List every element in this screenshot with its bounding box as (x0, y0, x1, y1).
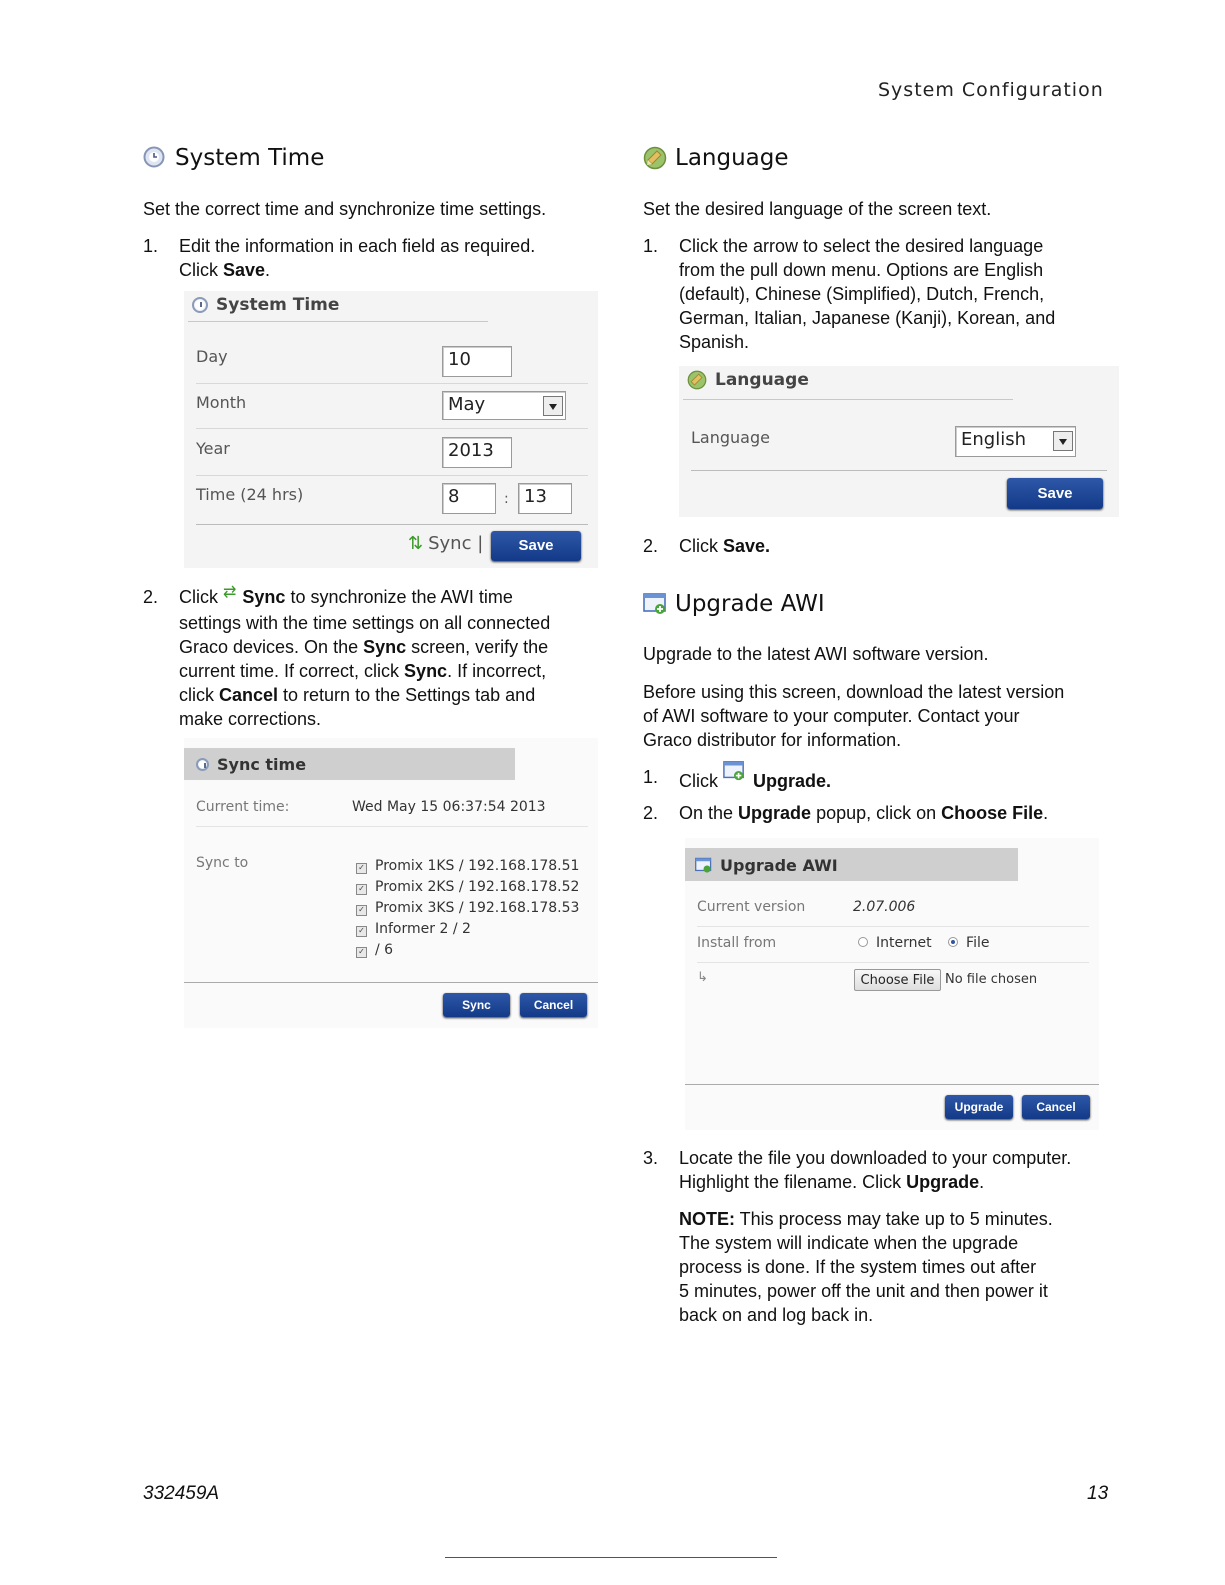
device-item[interactable] (356, 877, 579, 898)
current-version-label: Current version (697, 899, 806, 915)
clock-icon (192, 297, 208, 313)
choose-file-button[interactable]: Choose File (854, 969, 941, 991)
upgrade-step-2 (643, 801, 1113, 827)
upgrade-note (679, 1207, 1053, 1327)
step-text: click (179, 685, 219, 705)
month-select[interactable] (442, 391, 566, 420)
month-label: Month (196, 393, 247, 412)
divider (196, 428, 588, 429)
step-number: 2. (143, 587, 159, 607)
step-text: (default), Chinese (Simplified), Dutch, French, (679, 284, 1045, 304)
step-text: . (979, 1172, 985, 1192)
sync-to-label: Sync to (196, 855, 249, 871)
step-bold-choose-file: Choose File (941, 803, 1044, 823)
language-step-2 (643, 534, 943, 560)
divider (196, 475, 588, 476)
upgrade-awi-panel (685, 838, 1099, 1130)
sync-button[interactable]: Sync (443, 993, 510, 1017)
step-text: make corrections. (179, 709, 322, 729)
device-label: Promix 1KS / 192.168.178.51 (375, 858, 580, 874)
globe-icon (643, 146, 667, 170)
note-text: back on and log back in. (679, 1305, 874, 1325)
system-time-panel-title (192, 295, 339, 315)
device-label: / 6 (375, 942, 394, 958)
step-text: Locate the file you downloaded to your computer. (679, 1148, 1072, 1168)
current-version-value: 2.07.006 (853, 899, 916, 915)
current-time-value: Wed May 15 06:37:54 2013 (352, 799, 546, 815)
document-number: 332459A (143, 1483, 220, 1504)
note-label: NOTE: (679, 1209, 735, 1229)
note-text: The system will indicate when the upgrade (679, 1233, 1019, 1253)
hour-input[interactable]: 8 (442, 483, 496, 514)
paragraph-line: of AWI software to your computer. Contact your (643, 706, 1020, 726)
time-colon: : (504, 491, 509, 507)
note-text: 5 minutes, power off the unit and then power it (679, 1281, 1048, 1301)
language-heading (643, 145, 789, 171)
year-input[interactable]: 2013 (442, 437, 512, 468)
step-bold-save: Save (223, 260, 266, 280)
step-number: 2. (643, 536, 659, 556)
radio-internet-label: Internet (876, 935, 932, 951)
step-text: popup, click on (811, 803, 942, 823)
divider (196, 383, 588, 384)
step-text: . If incorrect, (447, 661, 547, 681)
language-select[interactable] (955, 426, 1076, 457)
step-text: Click (179, 587, 223, 607)
step-text: Click (679, 536, 723, 556)
step-bold-sync: Sync (404, 661, 448, 681)
device-item[interactable] (356, 856, 579, 877)
system-time-heading-text: System Time (175, 145, 325, 171)
step-bold-upgrade: Upgrade (906, 1172, 980, 1192)
install-from-options (858, 935, 989, 951)
upgrade-awi-heading (643, 591, 825, 617)
year-label: Year (196, 439, 230, 458)
minute-input[interactable]: 13 (518, 483, 572, 514)
device-label: Informer 2 / 2 (375, 921, 471, 937)
step-text: . (1043, 803, 1049, 823)
divider (184, 982, 598, 983)
device-item[interactable] (356, 940, 579, 961)
upgrade-step-3 (643, 1146, 1123, 1196)
radio-internet[interactable] (858, 937, 868, 947)
panel-title-text: Sync time (217, 755, 307, 774)
upgrade-icon (723, 760, 747, 782)
language-intro: Set the desired language of the screen text. (643, 199, 992, 219)
step-bold-sync: Sync (242, 587, 286, 607)
language-label: Language (691, 428, 770, 447)
step-number: 1. (643, 236, 659, 256)
upgrade-panel-title (695, 856, 838, 875)
language-panel-title (687, 370, 809, 390)
month-select-value: May (448, 394, 486, 415)
divider (697, 962, 1089, 963)
radio-file-label: File (966, 935, 990, 951)
step-text: Spanish. (679, 332, 750, 352)
device-label: Promix 3KS / 192.168.178.53 (375, 900, 580, 916)
panel-title-text: Upgrade AWI (720, 856, 838, 875)
step-text: settings with the time settings on all connected (179, 613, 551, 633)
note-text: process is done. If the system times out after (679, 1257, 1037, 1277)
step-text: to synchronize the AWI time (285, 587, 513, 607)
current-time-label: Current time: (196, 799, 290, 815)
step-text: current time. If correct, click (179, 661, 405, 681)
upgrade-step-1 (643, 765, 943, 791)
step-text: to return to the Settings tab and (278, 685, 536, 705)
device-list (356, 856, 579, 961)
system-time-step-1 (143, 234, 603, 284)
language-panel (679, 366, 1119, 517)
panel-title-text: System Time (216, 295, 340, 315)
sync-link-text: Sync | (428, 533, 484, 554)
language-select-value: English (961, 429, 1026, 450)
step-text: Highlight the filename. Click (679, 1172, 907, 1192)
step-bold-sync: Sync (363, 637, 407, 657)
page-number: 13 (1087, 1483, 1109, 1504)
step-text: Click the arrow to select the desired language (679, 236, 1044, 256)
sync-link[interactable] (408, 533, 483, 554)
clock-icon (143, 146, 167, 170)
divider (196, 826, 588, 827)
divider (691, 470, 1107, 471)
upgrade-icon (643, 592, 667, 616)
checkbox-checked-icon[interactable]: ✓ (356, 905, 367, 916)
device-item[interactable] (356, 919, 579, 940)
step-text: On the (679, 803, 739, 823)
day-input[interactable]: 10 (442, 346, 512, 377)
globe-icon (687, 370, 707, 390)
save-button[interactable]: Save (491, 531, 581, 561)
system-time-panel (184, 291, 598, 568)
checkbox-checked-icon[interactable]: ✓ (356, 947, 367, 958)
time-label: Time (24 hrs) (196, 485, 304, 504)
chevron-down-icon[interactable] (1053, 431, 1073, 451)
step-text: from the pull down menu. Options are English (679, 260, 1044, 280)
device-label: Promix 2KS / 192.168.178.52 (375, 879, 580, 895)
panel-title-text: Language (715, 370, 809, 390)
paragraph-line: Before using this screen, download the latest version (643, 682, 1065, 702)
install-from-label: Install from (697, 935, 777, 951)
paragraph-line: Graco distributor for information. (643, 730, 902, 750)
day-label: Day (196, 347, 228, 366)
clock-icon (196, 758, 209, 771)
upgrade-button[interactable]: Upgrade (945, 1095, 1013, 1119)
sync-arrows-icon: ⇄ (223, 584, 237, 601)
divider (697, 926, 1089, 927)
step-text: Edit the information in each field as required. (179, 236, 536, 256)
step-bold-save: Save. (723, 536, 771, 556)
page-header-title: System Configuration (878, 79, 1104, 101)
device-item[interactable] (356, 898, 579, 919)
save-button[interactable]: Save (1007, 478, 1103, 509)
step-text: Click (679, 771, 723, 791)
language-step-1 (643, 234, 1113, 356)
checkbox-checked-icon[interactable]: ✓ (356, 884, 367, 895)
upgrade-intro: Upgrade to the latest AWI software version. (643, 644, 989, 664)
system-time-heading (143, 145, 324, 171)
step-bold-upgrade: Upgrade. (753, 771, 832, 791)
step-text: . (265, 260, 271, 280)
divider (683, 399, 1013, 400)
step-number: 3. (643, 1148, 659, 1168)
sync-time-panel-title (196, 755, 306, 774)
sub-arrow-icon: ↳ (697, 970, 708, 985)
upgrade-paragraph (643, 680, 1064, 752)
system-time-intro: Set the correct time and synchronize time settings. (143, 199, 547, 219)
checkbox-checked-icon[interactable]: ✓ (356, 863, 367, 874)
chevron-down-icon[interactable] (543, 396, 563, 416)
sync-arrows-icon: ⇅ (408, 533, 424, 554)
radio-file-selected[interactable] (948, 937, 958, 947)
divider (188, 321, 488, 322)
cancel-button[interactable]: Cancel (1022, 1095, 1090, 1119)
divider (685, 1084, 1099, 1085)
divider (196, 524, 588, 525)
step-bold-upgrade: Upgrade (738, 803, 812, 823)
checkbox-checked-icon[interactable]: ✓ (356, 926, 367, 937)
step-text: Graco devices. On the (179, 637, 364, 657)
system-time-step-2 (143, 585, 603, 735)
step-number: 1. (643, 767, 659, 787)
upgrade-awi-heading-text: Upgrade AWI (675, 591, 825, 617)
note-text: This process may take up to 5 minutes. (735, 1209, 1053, 1229)
sync-time-panel (184, 738, 598, 1028)
step-bold-cancel: Cancel (219, 685, 279, 705)
step-text: Click (179, 260, 223, 280)
step-number: 1. (143, 236, 159, 256)
bottom-rule (445, 1557, 777, 1558)
step-text: screen, verify the (406, 637, 549, 657)
cancel-button[interactable]: Cancel (520, 993, 587, 1017)
step-number: 2. (643, 803, 659, 823)
step-text: German, Italian, Japanese (Kanji), Korean, and (679, 308, 1056, 328)
no-file-chosen-text: No file chosen (945, 972, 1038, 987)
language-heading-text: Language (675, 145, 789, 171)
upgrade-icon (695, 857, 712, 874)
